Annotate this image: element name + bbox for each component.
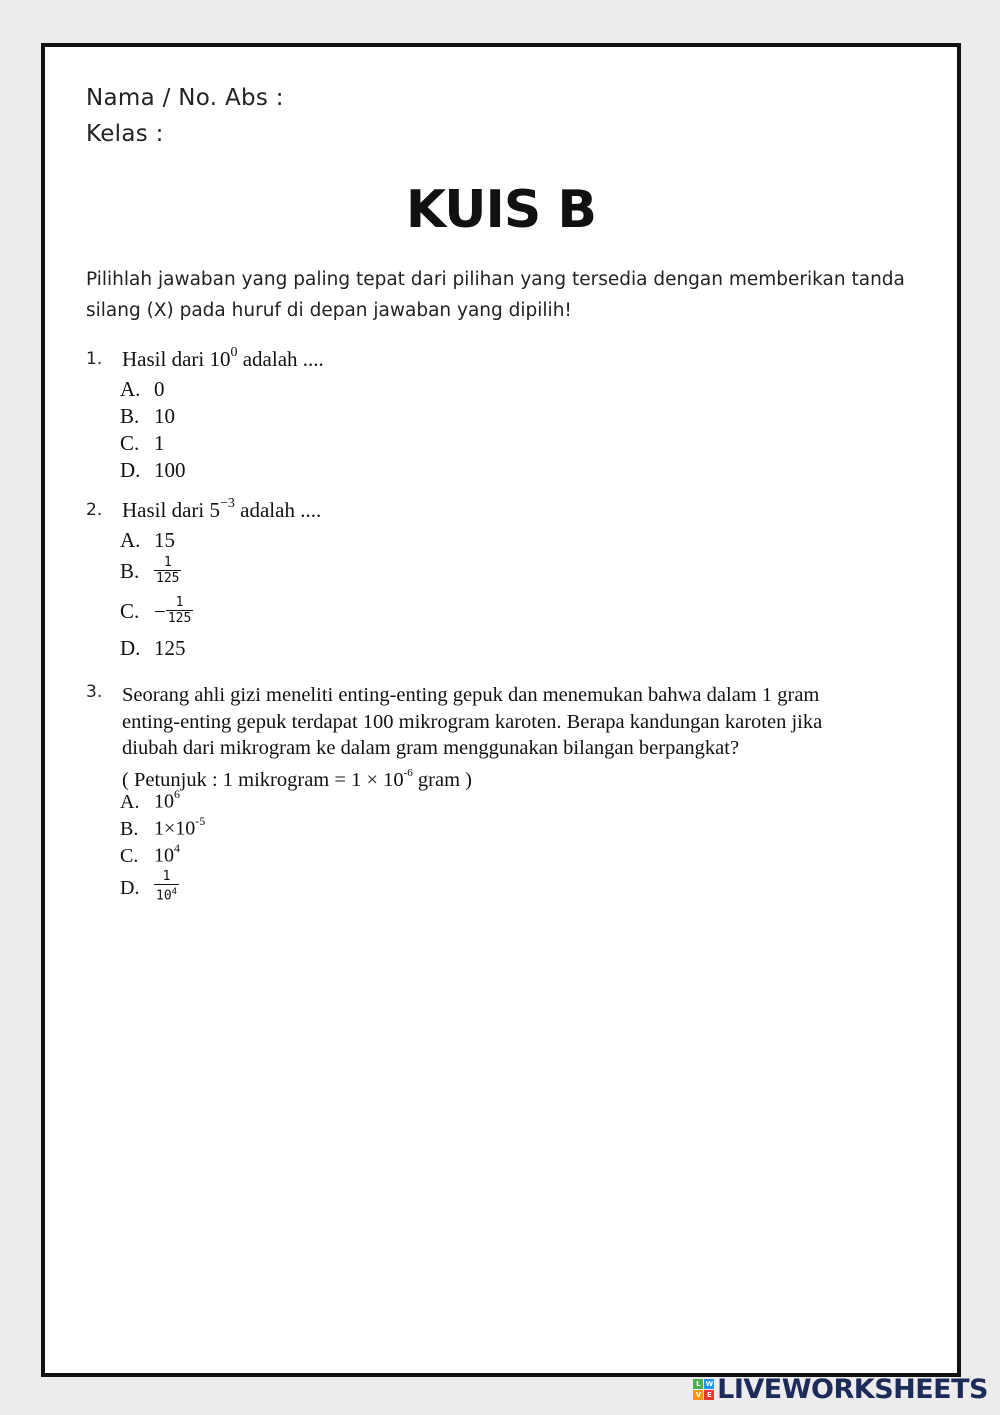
fraction: $\frac{1}{10^4}$ — [156, 869, 178, 904]
question-number: 3. — [86, 682, 103, 702]
question-text: Seorang ahli gizi meneliti enting-enting gepuk dan menemukan bahwa dalam 1 gram enting-enting gepuk terdapat 100 mikrogram karoten. Berapa kandungan karoten jika diubah dari mikrogram ke dalam gram menggunakan bilangan berpangkat? ( Petunjuk : 1 mikrogram = $1 \times 10^{-6}$ gram ) — [122, 682, 922, 793]
option-c[interactable]: C. $10^4$ — [120, 841, 180, 867]
question-text: Hasil dari $5^{-3}$ adalah .... — [122, 496, 322, 522]
liveworksheets-logo — [693, 1374, 988, 1405]
option-a[interactable]: A. $10^6$ — [120, 787, 180, 813]
fraction: $\frac{1}{125}$ — [156, 555, 180, 586]
question-number: 1. — [86, 349, 103, 369]
name-label: Nama / No. Abs : — [86, 85, 284, 111]
option-a[interactable]: A. 0 — [120, 377, 165, 401]
class-label: Kelas : — [86, 121, 164, 147]
question-number: 2. — [86, 500, 103, 520]
fraction: $\frac{1}{125}$ — [167, 595, 192, 626]
logo-cell: L — [693, 1379, 703, 1389]
option-a[interactable]: A. 15 — [120, 528, 175, 552]
page-title: KUIS B — [405, 180, 597, 240]
option-b[interactable]: B. $\frac{1}{125}$ — [120, 555, 180, 586]
logo-cell: V — [693, 1390, 703, 1400]
logo-icon — [693, 1379, 714, 1400]
option-c[interactable]: C. 1 — [120, 431, 165, 455]
hint: ( Petunjuk : 1 mikrogram = $1 \times 10^{-6}$ gram ) — [122, 766, 472, 791]
option-d[interactable]: D. 125 — [120, 636, 186, 660]
option-d[interactable]: D. $\frac{1}{10^4}$ — [120, 869, 178, 904]
logo-cell: W — [705, 1380, 713, 1388]
option-d[interactable]: D. 100 — [120, 458, 186, 482]
instructions: Pilihlah jawaban yang paling tepat dari pilihan yang tersedia dengan memberikan tanda silang (X) pada huruf di depan jawaban yang dipilih! — [86, 269, 905, 321]
brand-name: LIVEWORKSHEETS — [717, 1374, 988, 1405]
worksheet-page — [41, 43, 961, 1377]
option-b[interactable]: B. 10 — [120, 404, 175, 428]
question-text: Hasil dari $10^0$ adalah .... — [122, 345, 324, 371]
option-b[interactable]: B. $1\times 10^{-5}$ — [120, 814, 206, 840]
logo-cell: E — [704, 1390, 714, 1400]
option-c[interactable]: C. − $\frac{1}{125}$ — [120, 595, 192, 626]
